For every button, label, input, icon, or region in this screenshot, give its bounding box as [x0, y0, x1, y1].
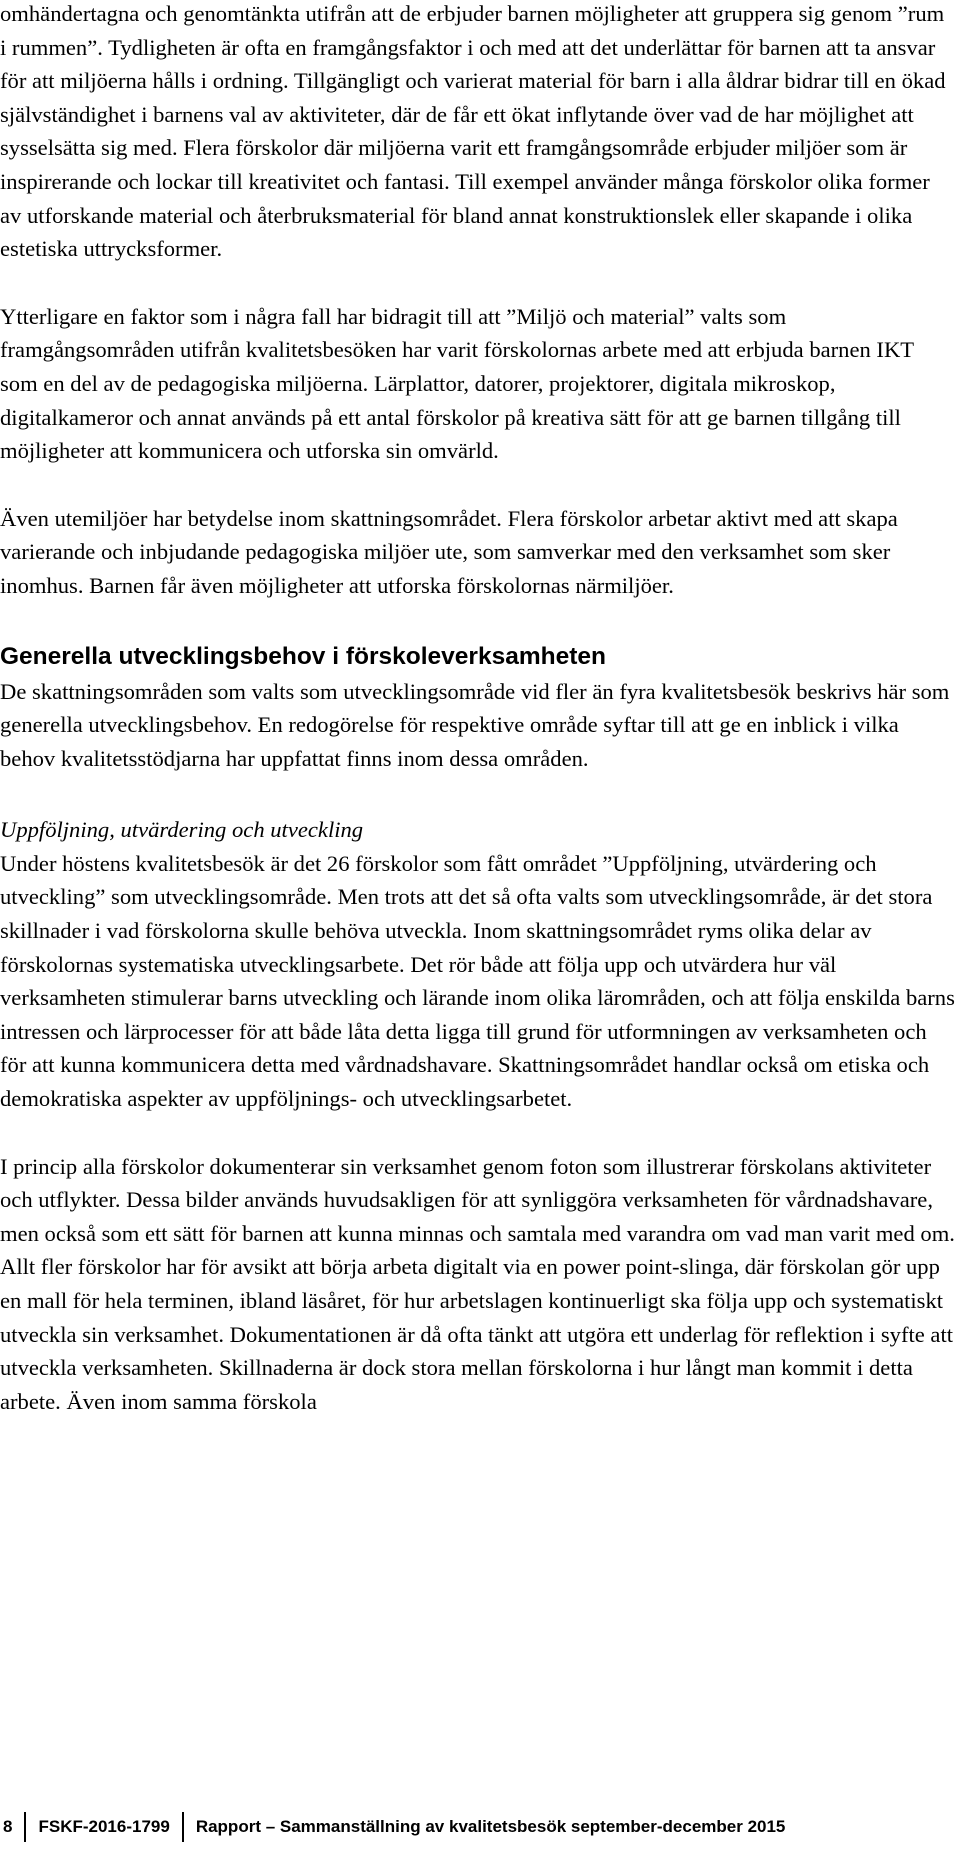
paragraph: Även utemiljöer har betydelse inom skattningsområdet. Flera förskolor arbetar aktivt med att skapa varierande och inbjudande pedagogiska miljöer ute, som samverkar med den verksamhet som sker inomhus. Barnen får även möjligheter att utforska förskolornas närmiljöer.: [0, 505, 898, 598]
document-id: FSKF-2016-1799: [38, 1817, 170, 1836]
paragraph: I princip alla förskolor dokumenterar sin verksamhet genom foton som illustrerar förskolans aktiviteter och utflykter. Dessa bilder används huvudsakligen för att synliggöra verksamheten för vårdnadshavare, men också som ett sätt för barnen att kunna minnas och samtala med varandra om vad man varit med om. Allt fler förskolor har för avsikt att börja arbeta digitalt via en power point-slinga, där förskolan gör upp en mall för hela terminen, ibland läsåret, för hur arbetslagen kontinuerligt ska följa upp och systematiskt utveckla sin verksamhet. Dokumentationen är då ofta tänkt att utgöra ett underlag för reflektion i syfte att utveckla verksamheten. Skillnaderna är dock stora mellan förskolorna i hur långt man kommit i detta arbete. Även inom samma förskola: [0, 1153, 955, 1414]
page-number: 8: [3, 1817, 13, 1836]
section-heading: Generella utvecklingsbehov i förskoleverksamheten: [0, 642, 606, 670]
footer-divider: [24, 1812, 26, 1842]
paragraph: De skattningsområden som valts som utvecklingsområde vid fler än fyra kvalitetsbesök beskrivs här som generella utvecklingsbehov. En redogörelse för respektive område syftar till att ge en inblick i vilka behov kvalitetsstödjarna har uppfattat finns inom dessa områden.: [0, 678, 950, 771]
paragraph: Under höstens kvalitetsbesök är det 26 förskolor som fått området ”Uppföljning, utvärdering och utveckling” som utvecklingsområde. Men trots att det så ofta valts som utvecklingsområde, är det stora skillnader i vad förskolorna skulle behöva utveckla. Inom skattningsområdet ryms olika delar av förskolornas systematiska utvecklingsarbete. Det rör både att följa upp och utvärdera hur väl verksamheten stimulerar barns utveckling och lärande inom olika lärområden, och att följa enskilda barns intressen och lärprocesser för att både låta detta ligga till grund för utformningen av verksamheten och för att kunna kommunicera detta med vårdnadshavare. Skattningsområdet handlar också om etiska och demokratiska aspekter av uppföljnings- och utvecklingsarbetet.: [0, 850, 955, 1112]
subsection-heading: Uppföljning, utvärdering och utveckling: [0, 817, 364, 843]
document-title: Rapport – Sammanställning av kvalitetsbesök september-december 2015: [195, 1817, 786, 1836]
footer-divider: [182, 1812, 184, 1842]
paragraph: omhändertagna och genomtänkta utifrån att de erbjuder barnen möjligheter att gruppera sig genom ”rum i rummen”. Tydligheten är ofta en framgångsfaktor i och med att det underlättar för barnen att ta ansvar för att miljöerna hålls i ordning. Tillgängligt och varierat material för barn i alla åldrar bidrar till en ökad självständighet i barnens val av aktiviteter, där de får ett ökat inflytande över vad de har möjlighet att sysselsätta sig med. Flera förskolor där miljöerna varit ett framgångsområde erbjuder miljöer som är inspirerande och lockar till kreativitet och fantasi. Till exempel använder många förskolor olika former av utforskande material och återbruksmaterial för bland annat konstruktionslek eller skapande i olika estetiska uttrycksformer.: [0, 1, 946, 262]
page-footer: [0, 1809, 955, 1845]
paragraph: Ytterligare en faktor som i några fall har bidragit till att ”Miljö och material” valts som framgångsområden utifrån kvalitetsbesöken har varit förskolornas arbete med att erbjuda barnen IKT som en del av de pedagogiska miljöerna. Lärplattor, datorer, projektorer, digitala mikroskop, digitalkameror och annat används på ett antal förskolor på kreativa sätt för att ge barnen tillgång till möjligheter att kommunicera och utforska sin omvärld.: [0, 303, 914, 464]
